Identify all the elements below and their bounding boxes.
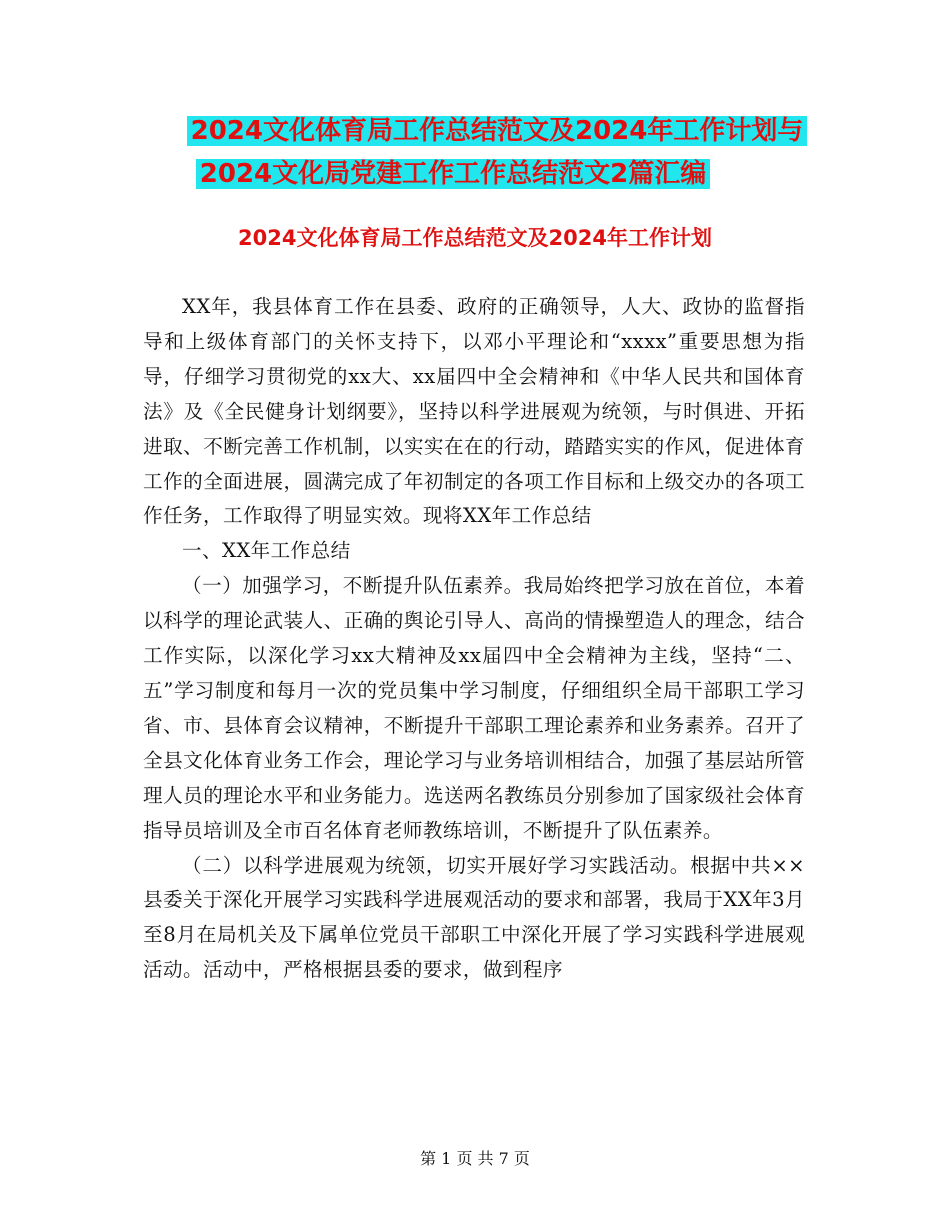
paragraph-practice: （二）以科学进展观为统领，切实开展好学习实践活动。根据中共××县委关于深化开展学习实践科学进展观活动的要求和部署，我局于XX年3月至8月在局机关及下属单位党员干部职工中深化开展了学习实践科学进展观活动。活动中，严格根据县委的要求，做到程序: [143, 853, 805, 982]
paragraph-intro: XX年，我县体育工作在县委、政府的正确领导，人大、政协的监督指导和上级体育部门的关怀支持下，以邓小平理论和“xxxx”重要思想为指导，仔细学习贯彻党的xx大、xx届四中全会精神和《中华人民共和国体育法》及《全民健身计划纲要》，坚持以科学进展观为统领，与时俱进、开拓进取、不断完善工作机制，以实实在在的行动，踏踏实实的作风，促进体育工作的全面进展，圆满完成了年初制定的各项工作目标和上级交办的各项工作任务，工作取得了明显实效。现将XX年工作总结: [143, 295, 805, 528]
section-heading: 2024文化体育局工作总结范文及2024年工作计划: [238, 226, 712, 250]
paragraph-study: （一）加强学习，不断提升队伍素养。我局始终把学习放在首位，本着以科学的理论武装人、正确的舆论引导人、高尚的情操塑造人的理念，结合工作实际，以深化学习xx大精神及xx届四中全会精神为主线，坚持“二、五”学习制度和每月一次的党员集中学习制度，仔细组织全局干部职工学习省、市、县体育会议精神，不断提升干部职工理论素养和业务素养。召开了全县文化体育业务工作会，理论学习与业务培训相结合，加强了基层站所管理人员的理论水平和业务能力。选送两名教练员分别参加了国家级社会体育指导员培训及全市百名体育老师教练培训，不断提升了队伍素养。: [143, 574, 805, 842]
document-title-line-1: [22, 114, 950, 148]
page-number-footer: 第 1 页 共 7 页: [420, 1149, 530, 1168]
title-text-highlight-2: 2024文化局党建工作工作总结范文2篇汇编: [196, 159, 710, 189]
document-body: [143, 290, 805, 988]
title-text-highlight-1: 2024文化体育局工作总结范文及2024年工作计划与: [187, 116, 808, 146]
document-title-line-2: [0, 157, 928, 191]
paragraph-heading-summary: 一、XX年工作总结: [182, 539, 351, 563]
